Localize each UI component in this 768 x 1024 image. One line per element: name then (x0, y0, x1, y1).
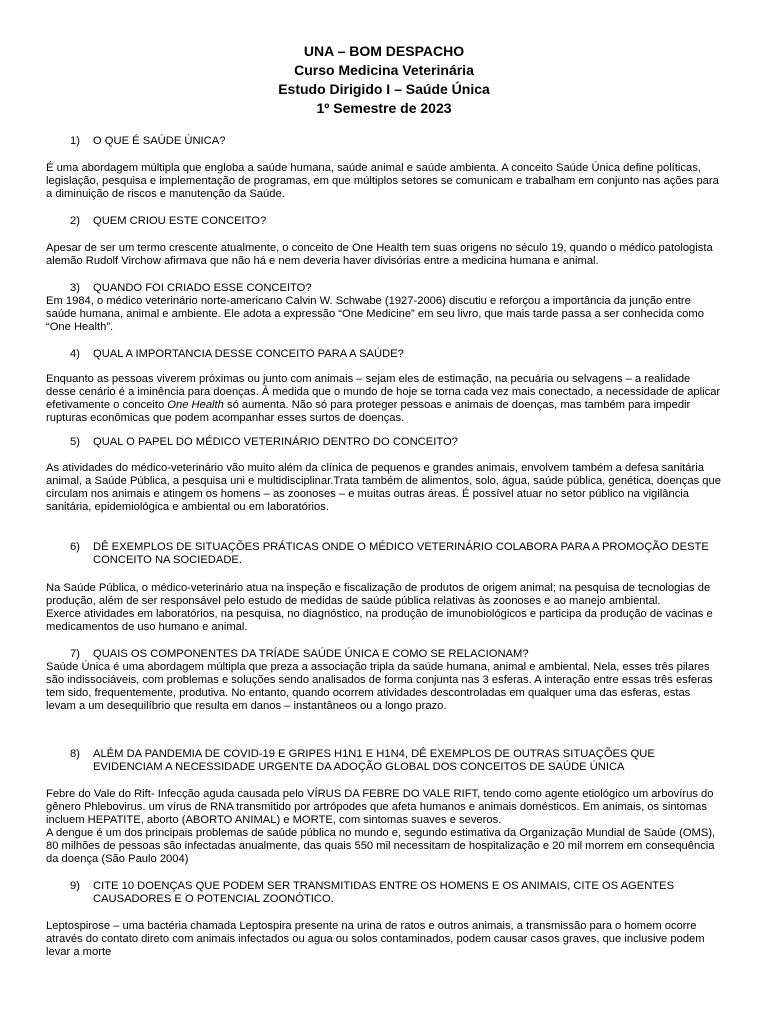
institution-title: UNA – BOM DESPACHO (303, 43, 465, 59)
answer-paragraph-2: A dengue é um dos principais problemas de saúde pública no mundo e, segundo estimativa da Organização Mundial de Saúde (OMS), 80 milhões de pessoas são infectadas anualmente, das quais 550 mil necessitam de hospitalização e 20 mil morrem em consequência da doença (São Paulo 2004) (46, 827, 716, 865)
answer-3 (46, 295, 722, 334)
question-number: 3) (70, 282, 80, 294)
question-number: 1) (70, 135, 80, 147)
answer-text: É uma abordagem múltipla que engloba a saúde humana, saúde animal e saúde ambienta. A conceito Saúde Única define políticas, legislação, pesquisa e implementação de programas, em que múltiplos setores se comunicam e trabalham em conjunto nas ações para a diminuição de riscos e manutenção da Saúde. (46, 162, 719, 200)
answer-text: Em 1984, o médico veterinário norte-americano Calvin W. Schwabe (1927-2006) discutiu e reforçou a importância da junção entre saúde humana, animal e ambiente. Ele adota a expressão “One Medicine” em seu livro, que mais tarde passa a ser conhecida como “One Health”. (46, 295, 704, 333)
question-text: QUEM CRIOU ESTE CONCEITO? (93, 215, 267, 227)
question-number: 8) (70, 748, 80, 760)
answer-text (46, 373, 722, 425)
answer-text-part: só aumenta. Não só para proteger pessoas e animais de doenças, mas também para impedir rupturas econômicas que podem acompanhar esses surtos de doenças. (46, 399, 691, 424)
answer-paragraph-2: Exerce atividades em laboratórios, na pesquisa, no diagnóstico, na produção de imunobiológicos e participa da produção de vacinas e medicamentos de uso humano e animal. (46, 608, 713, 633)
answer-8 (46, 788, 722, 866)
question-3 (46, 282, 722, 295)
answer-7 (46, 661, 722, 713)
semester-title: 1º Semestre de 2023 (316, 100, 452, 116)
answer-text: Leptospirose – uma bactéria chamada Leptospira presente na urina de ratos e outros animais, a transmissão para o homem ocorre através do contato direto com animais infectados ou agua ou solos contaminados, podem causar casos graves, que inclusive podem levar a morte (46, 920, 705, 958)
question-text: QUAL O PAPEL DO MÉDICO VETERINÁRIO DENTRO DO CONCEITO? (93, 436, 458, 448)
question-text: ALÉM DA PANDEMIA DE COVID-19 E GRIPES H1N1 E H1N4, DÊ EXEMPLOS DE OUTRAS SITUAÇÕES QUE EVIDENCIAM A NECESSIDADE URGENTE DA ADOÇÃO GLOBAL DOS CONCEITOS DE SAÚDE ÚNICA (93, 748, 655, 773)
answer-text: Saúde Única é uma abordagem múltipla que preza a associação tripla da saúde humana, animal e ambiental. Nela, esses três pilares são indissociáveis, com problemas e soluções sendo analisados de forma conjunta nas 3 esferas. A interação entre essas três esferas tem sido, frequentemente, produtiva. No entanto, quando ocorrem atividades descontroladas em qualquer uma das esferas, estas levam a um desequilíbrio que resulta em danos – instantâneos ou a longo prazo. (46, 661, 713, 712)
course-title: Curso Medicina Veterinária (294, 62, 474, 78)
answer-4 (46, 373, 722, 425)
question-number: 2) (70, 215, 80, 227)
answer-5 (46, 462, 722, 514)
question-text: QUANDO FOI CRIADO ESSE CONCEITO? (93, 282, 312, 294)
question-6 (46, 541, 722, 567)
answer-2 (46, 242, 722, 268)
question-text: CITE 10 DOENÇAS QUE PODEM SER TRANSMITIDAS ENTRE OS HOMENS E OS ANIMAIS, CITE OS AGENTES CAUSADORES E O POTENCIAL ZOONÓTICO. (93, 880, 675, 905)
question-5 (46, 436, 722, 449)
answer-1 (46, 162, 722, 201)
question-4 (46, 348, 722, 361)
answer-paragraph-1: Febre do Vale do Rift- Infecção aguda causada pelo VÍRUS DA FEBRE DO VALE RIFT, tendo como agente etiológico um arbovírus do gênero Phlebovirus. um vírus de RNA transmitido por artrópodes que afeta humanos e animais domésticos. Em animais, os sintomas incluem HEPATITE, aborto (ABORTO ANIMAL) e MORTE, com sintomas suaves e severos. (46, 788, 714, 826)
document-page (46, 42, 722, 959)
answer-6 (46, 582, 722, 634)
question-number: 4) (70, 348, 80, 360)
answer-text: As atividades do médico-veterinário vão muito além da clínica de pequenos e grandes animais, envolvem também a defesa sanitária animal, a Saúde Pública, a pesquisa uni e multidisciplinar.Trata também de alimentos, solo, água, saúde pública, genética, doenças que circulam nos animais e atingem os homens – as zoonoses – e muitas outras áreas. É possível atuar no setor público na vigilância sanitária, epidemiológica e ambiental ou em laboratórios. (46, 462, 721, 513)
question-7 (46, 648, 722, 661)
answer-text: Apesar de ser um termo crescente atualmente, o conceito de One Health tem suas origens no século 19, quando o médico patologista alemão Rudolf Virchow afirmava que não há e nem deveria haver divisórias entre a medicina humana e animal. (46, 242, 713, 267)
study-title: Estudo Dirigido I – Saúde Única (278, 81, 490, 97)
question-number: 6) (70, 541, 80, 553)
question-8 (46, 748, 722, 774)
question-1 (46, 135, 722, 148)
question-2 (46, 215, 722, 228)
document-header (46, 42, 722, 118)
question-text: O QUE É SAÚDE ÚNICA? (93, 135, 226, 147)
question-number: 5) (70, 436, 80, 448)
answer-text-part: Enquanto as pessoas viverem próximas ou junto com animais – sejam eles de estimação, na pecuária ou selvagens – a realidade desse cenário é a iminência para doenças. À medida que o mundo de hoje se torna cada vez mais conectado, a necessidade de aplicar efetivamente o conceito (46, 373, 721, 411)
answer-paragraph-1: Na Saúde Pública, o médico-veterinário atua na inspeção e fiscalização de produtos de origem animal; na pesquisa de tecnologias de produção, além de ser responsável pelo estudo de medidas de saúde pública relativas às zoonoses e ao manejo ambiental. (46, 582, 711, 607)
question-text: QUAL A IMPORTANCIA DESSE CONCEITO PARA A SAÚDE? (93, 348, 404, 360)
answer-text-italic: One Health (167, 399, 224, 411)
answer-9 (46, 920, 722, 959)
question-number: 7) (70, 648, 80, 660)
question-9 (46, 880, 722, 906)
question-text: QUAIS OS COMPONENTES DA TRÍADE SAÚDE ÚNICA E COMO SE RELACIONAM? (93, 648, 529, 660)
question-number: 9) (70, 880, 80, 892)
question-text: DÊ EXEMPLOS DE SITUAÇÕES PRÁTICAS ONDE O MÉDICO VETERINÁRIO COLABORA PARA A PROMOÇÃO DESTE CONCEITO NA SOCIEDADE. (93, 541, 709, 566)
